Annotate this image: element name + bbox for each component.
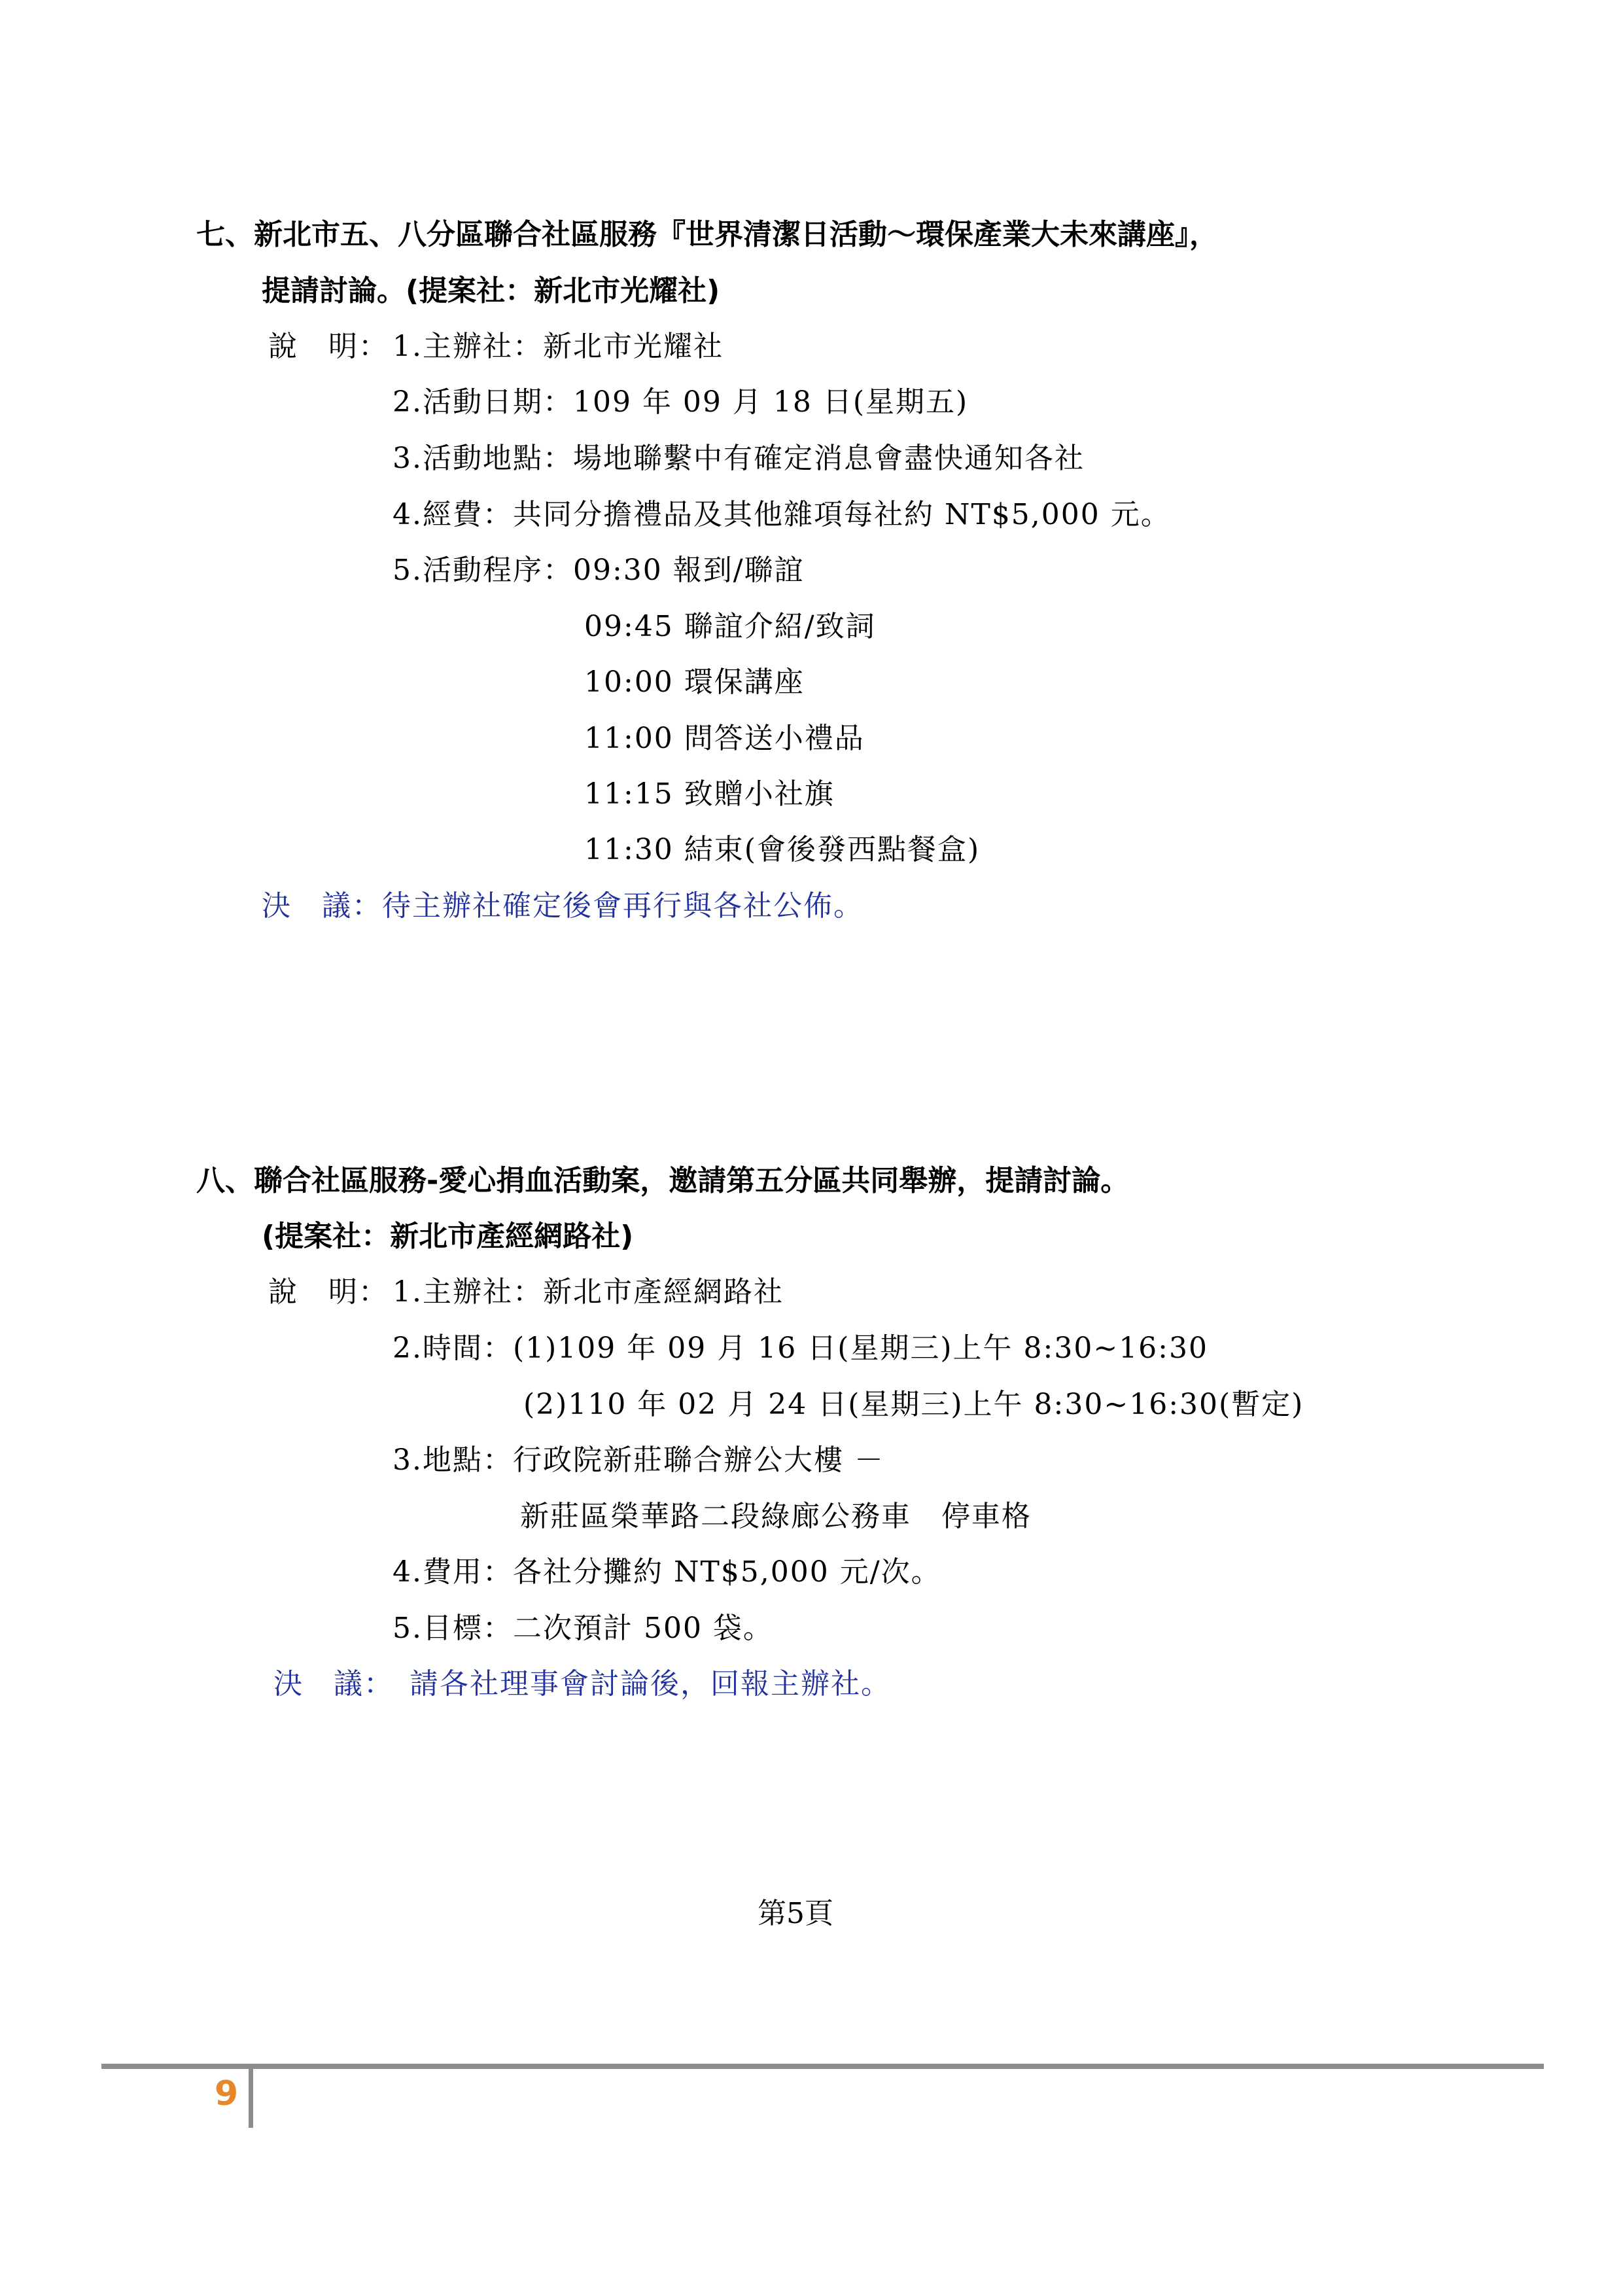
schedule-item: 11:00 問答送小禮品	[584, 722, 865, 755]
section8-title-line1: 八、聯合社區服務-愛心捐血活動案，邀請第五分區共同舉辦，提請討論。	[196, 1164, 1130, 1197]
section8-title-line2: (提案社：新北市產經網路社)	[262, 1220, 634, 1253]
schedule-item: 09:45 聯誼介紹/致詞	[584, 610, 876, 643]
section7-explanation-label: 說 明：	[268, 330, 389, 363]
section8-item-3-line2: 新莊區榮華路二段綠廊公務車 停車格	[520, 1500, 1032, 1533]
section8-item-2-line2: (2)110 年 02 月 24 日(星期三)上午 8:30~16:30(暫定)	[523, 1388, 1304, 1421]
section7-item-2: 2.活動日期：109 年 09 月 18 日(星期五)	[393, 385, 969, 419]
footer-page-number: 9	[215, 2074, 239, 2113]
schedule-item: 11:30 結束(會後發西點餐盒)	[584, 833, 981, 866]
section8-explanation-label: 說 明：	[268, 1275, 389, 1309]
section7-resolution: 決 議：待主辦社確定後會再行與各社公佈。	[262, 889, 864, 923]
section8-item-4: 4.費用：各社分攤約 NT$5,000 元/次。	[393, 1555, 941, 1589]
section8-item-3-line1: 3.地點：行政院新莊聯合辦公大樓 －	[393, 1443, 884, 1477]
section7-item-4: 4.經費：共同分擔禮品及其他雜項每社約 NT$5,000 元。	[393, 498, 1171, 531]
section7-item-3: 3.活動地點：場地聯繫中有確定消息會盡快通知各社	[393, 442, 1085, 475]
schedule-item: 10:00 環保講座	[584, 665, 805, 699]
section7-title-line1: 七、新北市五、八分區聯合社區服務『世界清潔日活動～環保產業大未來講座』，	[196, 218, 1218, 251]
footer-separator	[249, 2069, 253, 2128]
section8-item-2-line1: 2.時間：(1)109 年 09 月 16 日(星期三)上午 8:30~16:30	[393, 1332, 1208, 1365]
footer-rule	[101, 2064, 1544, 2069]
section8-resolution: 決 議： 請各社理事會討論後，回報主辦社。	[273, 1667, 891, 1701]
schedule-item: 11:15 致贈小社旗	[584, 777, 835, 811]
section8-item-5: 5.目標：二次預計 500 袋。	[393, 1612, 773, 1645]
page-label: 第5頁	[758, 1897, 833, 1930]
section7-item-1: 1.主辦社：新北市光耀社	[393, 330, 724, 363]
section7-item-5: 5.活動程序：09:30 報到/聯誼	[393, 554, 805, 587]
section7-title-line2: 提請討論。(提案社：新北市光耀社)	[262, 274, 720, 308]
section8-item-1: 1.主辦社：新北市產經網路社	[393, 1275, 784, 1309]
